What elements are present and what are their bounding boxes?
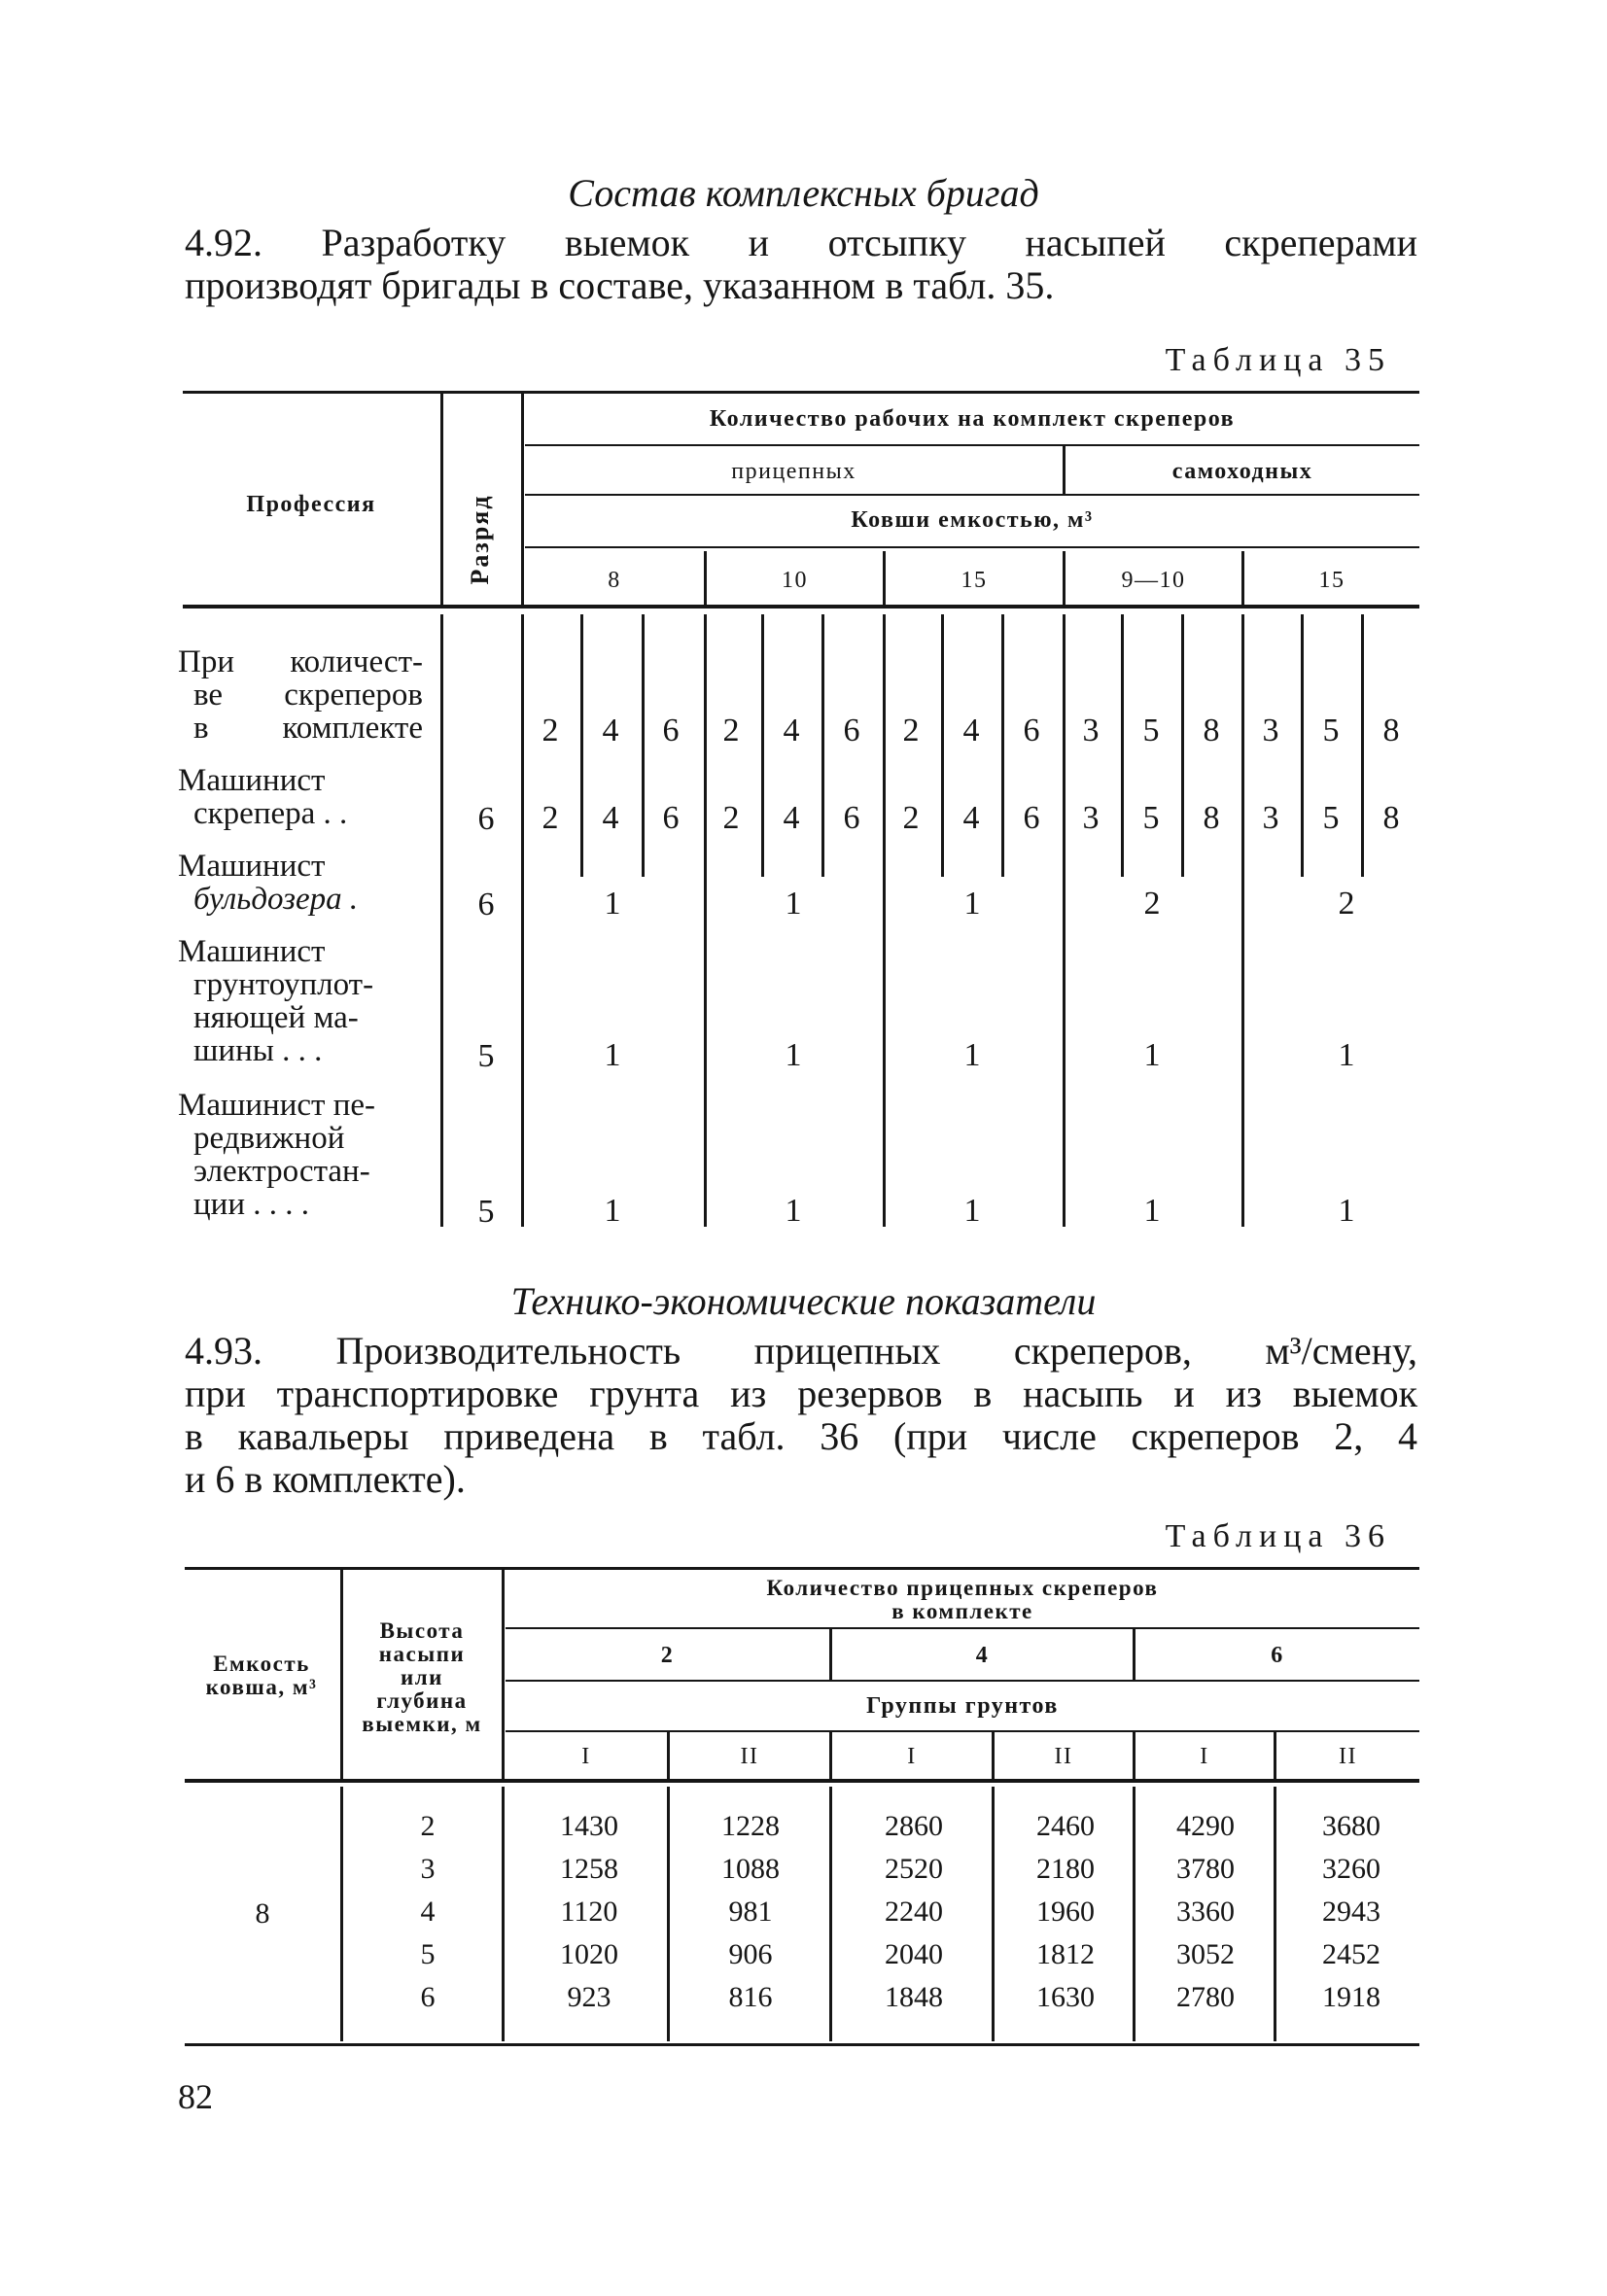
- table-col-divider: [667, 1787, 670, 2041]
- table-rule: [506, 1627, 1419, 1629]
- row-label-line: Машинист пе-: [178, 1088, 375, 1123]
- height-cell: 2: [420, 1810, 436, 1842]
- table-rule: [185, 2043, 1419, 2046]
- col-header-bucket-capacity: Ковши емкостью, м³: [851, 507, 1094, 533]
- height-cell: 5: [420, 1938, 436, 1970]
- table-cell: 4: [783, 800, 800, 836]
- table-rule: [183, 605, 1419, 609]
- paragraph-line: и 6 в комплекте).: [185, 1457, 466, 1501]
- paragraph-4-93: [185, 1330, 1417, 1501]
- page-number: 82: [178, 2077, 213, 2116]
- header-line: Высота: [379, 1618, 465, 1643]
- table-col-divider: [992, 1787, 995, 2041]
- table-subcol-divider: [941, 614, 944, 877]
- table-cell: 2: [902, 800, 920, 836]
- table-col-divider: [440, 614, 443, 1227]
- table-cell: 4: [783, 713, 800, 748]
- header-line: выемки, м: [362, 1712, 482, 1736]
- grade-cell: 5: [477, 1194, 495, 1230]
- soil-group-header: II: [740, 1744, 759, 1769]
- table-cell: 981: [728, 1896, 773, 1928]
- table-cell: 1: [963, 886, 981, 922]
- table-cell: 4: [962, 800, 980, 836]
- row-label-scraper-count: [178, 645, 423, 745]
- paragraph-line: производят бригады в составе, указанном в табл. 35.: [185, 263, 1055, 307]
- col-header-soil-groups: Группы грунтов: [866, 1693, 1059, 1719]
- count-header: 6: [1271, 1643, 1284, 1668]
- table-subcol-divider: [1301, 614, 1304, 877]
- table-col-divider: [340, 1787, 343, 2041]
- table-rule: [525, 444, 1419, 446]
- row-label-powerplant-operator: [178, 1089, 423, 1221]
- grade-cell: 5: [477, 1038, 495, 1074]
- row-label-line: няющей ма-: [193, 1000, 359, 1035]
- table-subcol-divider: [1121, 614, 1124, 877]
- table-cell: 1: [785, 1037, 802, 1073]
- table-cell: 2: [541, 713, 559, 748]
- table-col-divider: [521, 614, 524, 1227]
- table-cell: 1: [963, 1193, 981, 1229]
- count-header: 4: [975, 1643, 990, 1668]
- paragraph-4-92: [185, 222, 1417, 307]
- table-col-divider: [1133, 1787, 1135, 2041]
- table-rule: [183, 391, 1419, 394]
- table-cell: 1: [604, 1193, 621, 1229]
- header-line: Количество прицепных скреперов: [766, 1576, 1159, 1600]
- table-cell: 1848: [885, 1981, 943, 2013]
- table-subcol-divider: [821, 614, 824, 877]
- table-cell: 6: [662, 800, 680, 836]
- table-cell: 6: [1023, 800, 1040, 836]
- col-header-trailed: прицепных: [731, 459, 856, 484]
- row-label-line: При количест-: [178, 644, 423, 679]
- table-cell: 2780: [1176, 1981, 1235, 2013]
- row-label-line: ве скреперов: [193, 678, 423, 713]
- row-label-line: Машинист: [178, 763, 326, 798]
- table-subcol-divider: [761, 614, 764, 877]
- col-header-bucket: [185, 1652, 338, 1699]
- count-header: 2: [660, 1643, 675, 1668]
- table-cell: 2: [1338, 886, 1355, 922]
- table-cell: 2040: [885, 1938, 943, 1970]
- table-cell: 1228: [721, 1810, 780, 1842]
- table-cell: 1: [963, 1037, 981, 1073]
- table-cell: 1918: [1322, 1981, 1380, 2013]
- bucket-capacity-cell: 8: [255, 1897, 270, 1930]
- grade-cell: 6: [477, 801, 495, 837]
- table-cell: 2: [722, 800, 740, 836]
- row-label-line: Машинист: [178, 849, 326, 884]
- table-cell: 1020: [560, 1938, 618, 1970]
- table-cell: 1: [1143, 1193, 1161, 1229]
- table-cell: 5: [1142, 713, 1160, 748]
- table-cell: 2180: [1036, 1853, 1095, 1885]
- table-cell: 2460: [1036, 1810, 1095, 1842]
- row-label-scraper-operator: [178, 764, 423, 830]
- table-cell: 3780: [1176, 1853, 1235, 1885]
- table-cell: 3: [1262, 713, 1279, 748]
- section-heading-indicators: Технико-экономические показатели: [510, 1279, 1097, 1323]
- table-rule: [525, 494, 1419, 496]
- table-col-divider: [502, 1787, 505, 2041]
- row-label-bulldozer-operator: [178, 850, 423, 916]
- table-rule: [506, 1730, 1419, 1732]
- height-cell: 3: [420, 1853, 436, 1885]
- col-header-profession: Профессия: [246, 492, 376, 517]
- table-cell: 2240: [885, 1896, 943, 1928]
- row-label-line: в комплекте: [193, 711, 423, 746]
- table-cell: 6: [843, 713, 860, 748]
- table-cell: 1630: [1036, 1981, 1095, 2013]
- table-cell: 2: [902, 713, 920, 748]
- table-cell: 2452: [1322, 1938, 1380, 1970]
- paragraph-line: 4.92. Разработку выемок и отсыпку насыпей скреперами: [185, 221, 1417, 264]
- row-label-line: Машинист: [178, 934, 326, 969]
- table-cell: 2: [1143, 886, 1161, 922]
- table-cell: 1120: [560, 1896, 618, 1928]
- col-header-self-propelled: самоходных: [1171, 459, 1313, 484]
- table-cell: 1: [604, 886, 621, 922]
- table-cell: 1: [604, 1037, 621, 1073]
- table-cell: 6: [1023, 713, 1040, 748]
- col-header-height: [344, 1619, 500, 1736]
- table-cell: 1960: [1036, 1896, 1095, 1928]
- table-cell: 1: [1338, 1037, 1355, 1073]
- table-subcol-divider: [642, 614, 645, 877]
- table-cell: 2943: [1322, 1896, 1380, 1928]
- capacity-header: 15: [1318, 568, 1345, 593]
- table-cell: 1: [1338, 1193, 1355, 1229]
- table-rule: [185, 1567, 1419, 1570]
- table-cell: 816: [728, 1981, 773, 2013]
- header-line: насыпи: [378, 1642, 466, 1666]
- height-cell: 4: [420, 1896, 436, 1928]
- table-cell: 1: [785, 1193, 802, 1229]
- table-cell: 8: [1382, 800, 1400, 836]
- table-cell: 5: [1142, 800, 1160, 836]
- row-label-line: грунтоуплот-: [193, 967, 374, 1002]
- header-line: или: [401, 1665, 443, 1689]
- table-35-caption: Таблица 35: [1165, 342, 1391, 378]
- table-cell: 4: [602, 800, 619, 836]
- paragraph-line: при транспортировке грунта из резервов в насыпь и из выемок: [185, 1372, 1417, 1415]
- soil-group-header: I: [907, 1744, 917, 1769]
- table-col-divider: [502, 1570, 505, 1779]
- table-cell: 4290: [1176, 1810, 1235, 1842]
- table-subcol-divider: [1001, 614, 1004, 877]
- capacity-header: 9—10: [1121, 568, 1186, 593]
- table-cell: 906: [728, 1938, 773, 1970]
- table-rule: [525, 546, 1419, 548]
- table-cell: 5: [1322, 713, 1340, 748]
- table-cell: 3: [1262, 800, 1279, 836]
- table-cell: 3: [1082, 800, 1100, 836]
- row-label-line: редвижной: [193, 1121, 345, 1156]
- row-label-line: электростан-: [193, 1154, 370, 1189]
- height-cell: 6: [420, 1981, 436, 2013]
- row-label-compactor-operator: [178, 935, 423, 1067]
- header-line: Емкость: [213, 1652, 310, 1676]
- table-col-divider: [883, 614, 886, 1227]
- table-col-divider: [1063, 614, 1066, 1227]
- table-cell: 1258: [560, 1853, 618, 1885]
- table-cell: 3260: [1322, 1853, 1380, 1885]
- table-rule: [506, 1680, 1419, 1682]
- table-cell: 6: [662, 713, 680, 748]
- table-cell: 4: [602, 713, 619, 748]
- header-line: в комплекте: [891, 1599, 1033, 1623]
- table-cell: 2: [541, 800, 559, 836]
- table-col-divider: [340, 1570, 343, 1779]
- col-header-grade: Разряд: [466, 494, 494, 585]
- table-cell: 6: [843, 800, 860, 836]
- table-cell: 8: [1203, 713, 1220, 748]
- soil-group-header: I: [1200, 1744, 1209, 1769]
- table-cell: 2860: [885, 1810, 943, 1842]
- capacity-header: 10: [782, 568, 808, 593]
- table-cell: 923: [567, 1981, 611, 2013]
- section-heading-brigades: Состав комплексных бригад: [568, 171, 1039, 215]
- row-label-line: скрепера . .: [193, 796, 348, 831]
- table-cell: 1: [1143, 1037, 1161, 1073]
- table-col-divider: [829, 1787, 832, 2041]
- table-cell: 8: [1382, 713, 1400, 748]
- table-cell: 3680: [1322, 1810, 1380, 1842]
- soil-group-header: II: [1339, 1744, 1357, 1769]
- soil-group-header: II: [1054, 1744, 1073, 1769]
- table-cell: 5: [1322, 800, 1340, 836]
- table-36-caption: Таблица 36: [1165, 1518, 1391, 1554]
- paragraph-line: в кавальеры приведена в табл. 36 (при числе скреперов 2, 4: [185, 1414, 1417, 1458]
- table-col-divider: [521, 394, 524, 605]
- row-label-line: ции . . . .: [193, 1187, 309, 1222]
- table-col-divider: [440, 394, 443, 605]
- table-subcol-divider: [1181, 614, 1184, 877]
- header-line: глубина: [376, 1688, 468, 1713]
- capacity-header: 8: [608, 568, 621, 593]
- table-col-divider: [704, 614, 707, 1227]
- table-subcol-divider: [580, 614, 583, 877]
- col-header-scraper-count: [506, 1577, 1419, 1623]
- grade-cell: 6: [477, 887, 495, 922]
- table-cell: 2: [722, 713, 740, 748]
- table-cell: 8: [1203, 800, 1220, 836]
- soil-group-header: I: [581, 1744, 591, 1769]
- capacity-header: 15: [961, 568, 988, 593]
- paragraph-line: 4.93. Производительность прицепных скреперов, м³/смену,: [185, 1329, 1417, 1373]
- col-header-workers-per-set: Количество рабочих на комплект скреперов: [709, 406, 1236, 432]
- table-cell: 3052: [1176, 1938, 1235, 1970]
- row-label-line: бульдозера .: [193, 882, 359, 917]
- row-label-line: шины . . .: [193, 1033, 323, 1068]
- table-cell: 1: [785, 886, 802, 922]
- table-col-divider: [1274, 1787, 1276, 2041]
- header-line: ковша, м³: [205, 1675, 318, 1699]
- table-cell: 4: [962, 713, 980, 748]
- table-cell: 1812: [1036, 1938, 1095, 1970]
- table-subcol-divider: [1361, 614, 1364, 877]
- table-rule: [185, 1779, 1419, 1783]
- table-cell: 3360: [1176, 1896, 1235, 1928]
- table-cell: 2520: [885, 1853, 943, 1885]
- table-cell: 1430: [560, 1810, 618, 1842]
- table-cell: 1088: [721, 1853, 780, 1885]
- table-col-divider: [1241, 614, 1244, 1227]
- table-cell: 3: [1082, 713, 1100, 748]
